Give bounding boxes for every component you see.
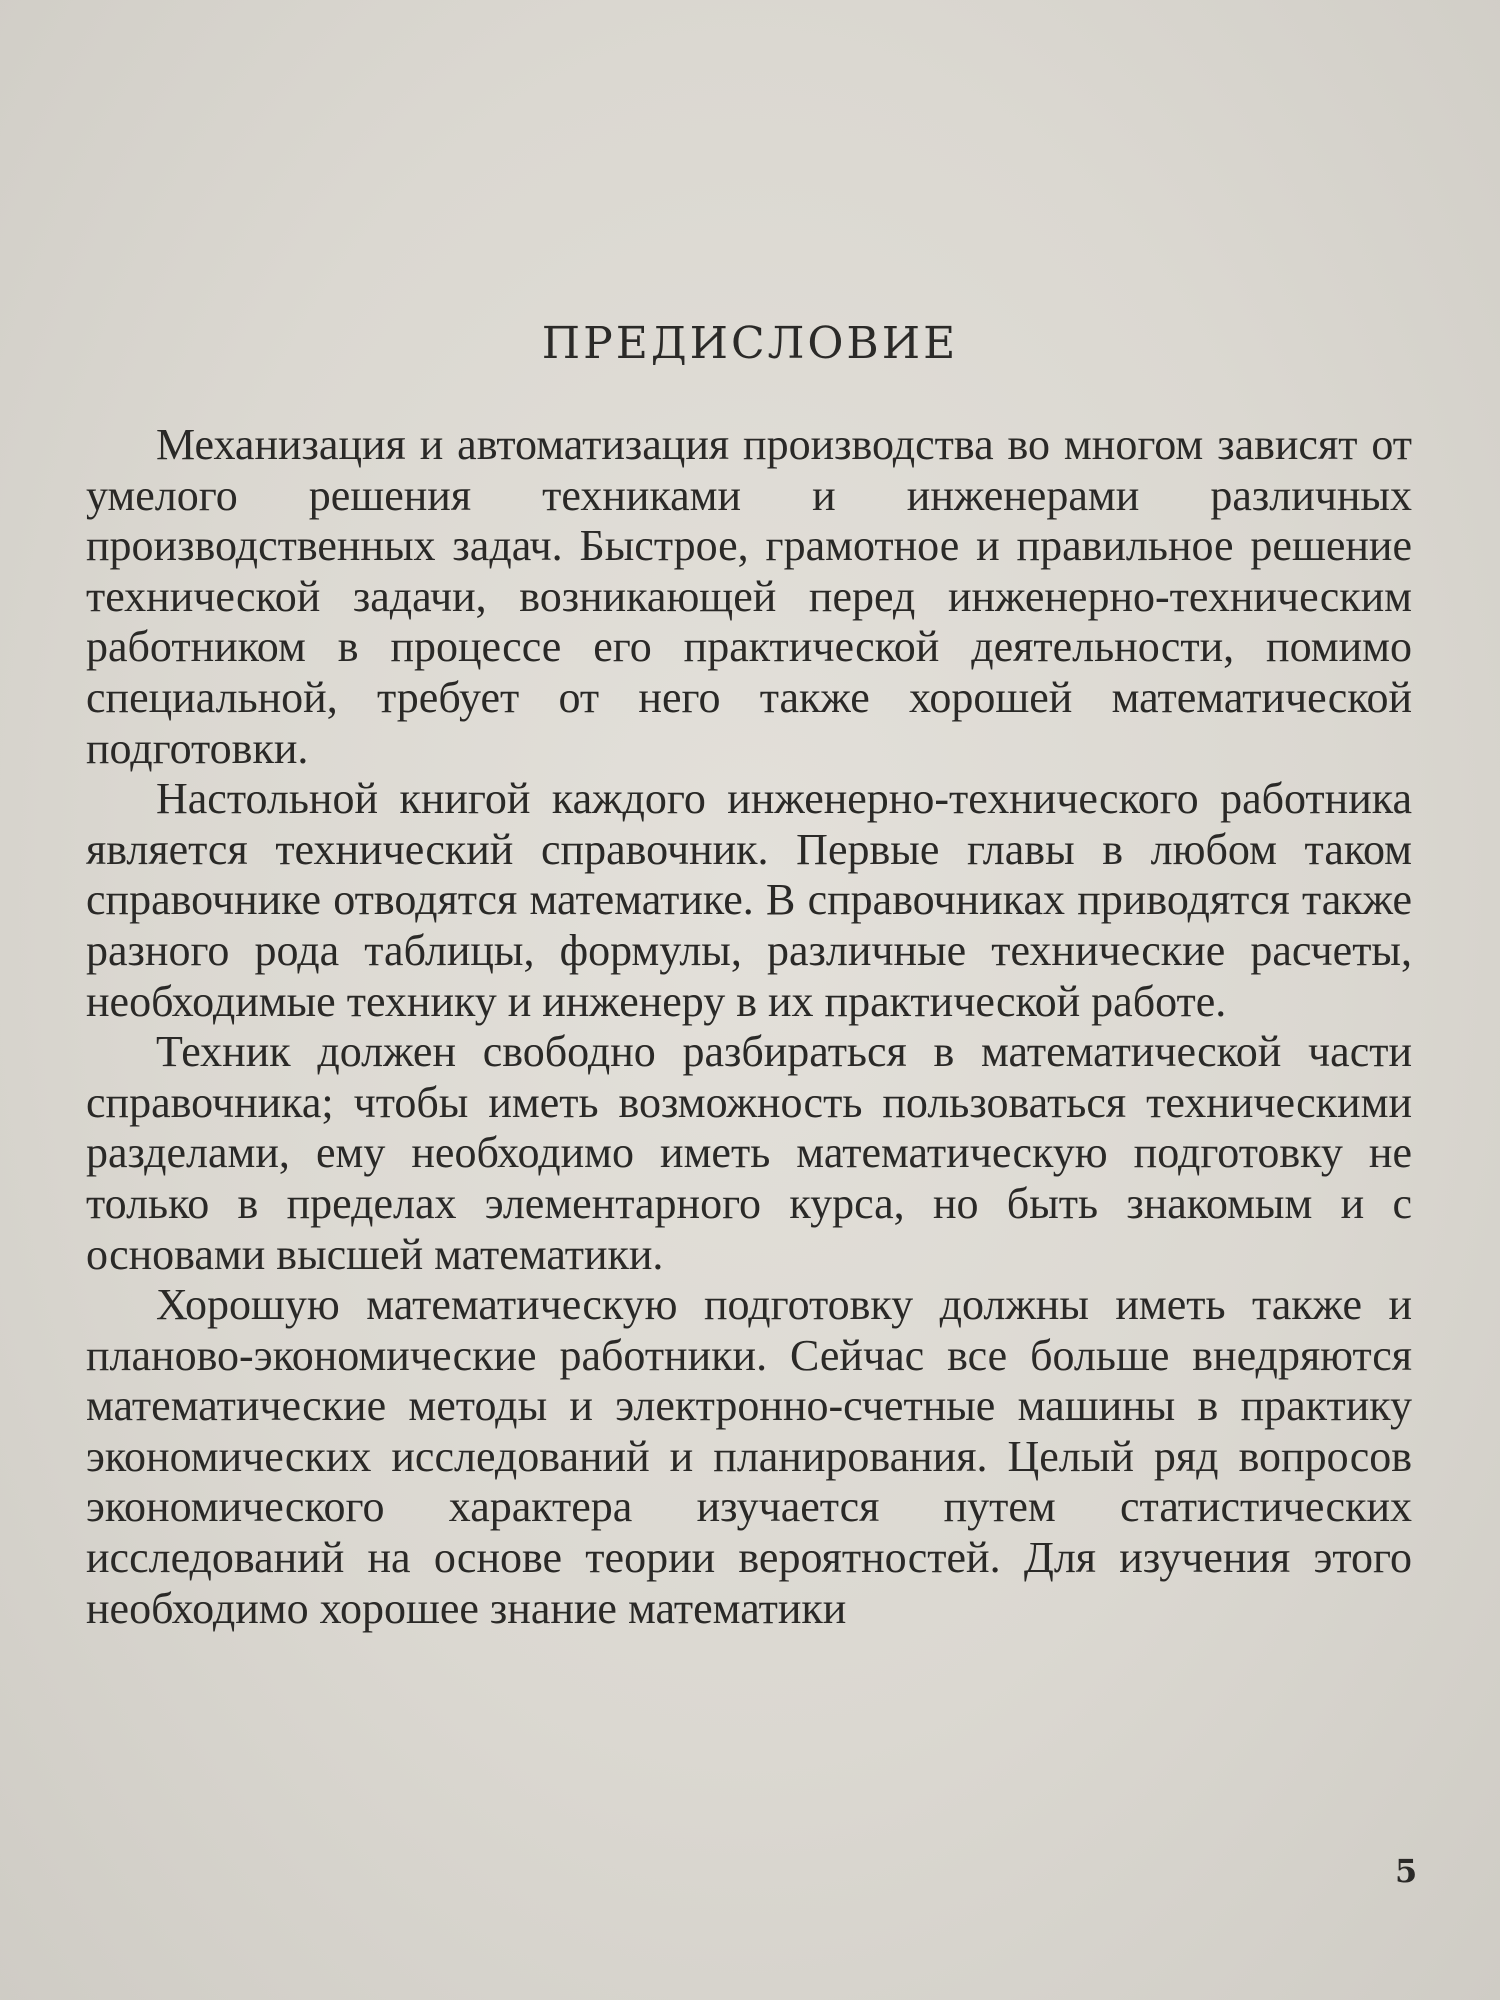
preface-text <box>86 420 1412 1634</box>
paragraph-1: Механизация и автоматизация производства во многом зависят от умелого решения техниками и инженерами различных производственных задач. Быстрое, грамотное и правильное решение технической задачи, возникающей перед инженерно-техническим работником в процессе его практической деятельности, помимо специальной, требует от него также хорошей математической подготовки. <box>86 420 1412 773</box>
paragraph-3: Техник должен свободно разбираться в математической части справочника; чтобы иметь возможность пользоваться техническими разделами, ему необходимо иметь математическую подготовку не только в пределах элементарного курса, но быть знакомым и с основами высшей математики. <box>86 1027 1412 1279</box>
paragraph-2: Настольной книгой каждого инженерно-технического работника является технический справочник. Первые главы в любом таком справочнике отводятся математике. В справочниках приводятся также разного рода таблицы, формулы, различные технические расчеты, необходимые технику и инженеру в их практической работе. <box>86 774 1412 1026</box>
paragraph-4: Хорошую математическую подготовку должны иметь также и планово-экономические работники. Сейчас все больше внедряются математические методы и электронно-счетные машины в практику экономических исследований и планирования. Целый ряд вопросов экономического характера изучается путем статистических исследований на основе теории вероятностей. Для изучения этого необходимо хорошее знание математики <box>86 1280 1412 1633</box>
page-number: 5 <box>1395 1852 1418 1890</box>
page-title: ПРЕДИСЛОВИЕ <box>541 318 959 369</box>
